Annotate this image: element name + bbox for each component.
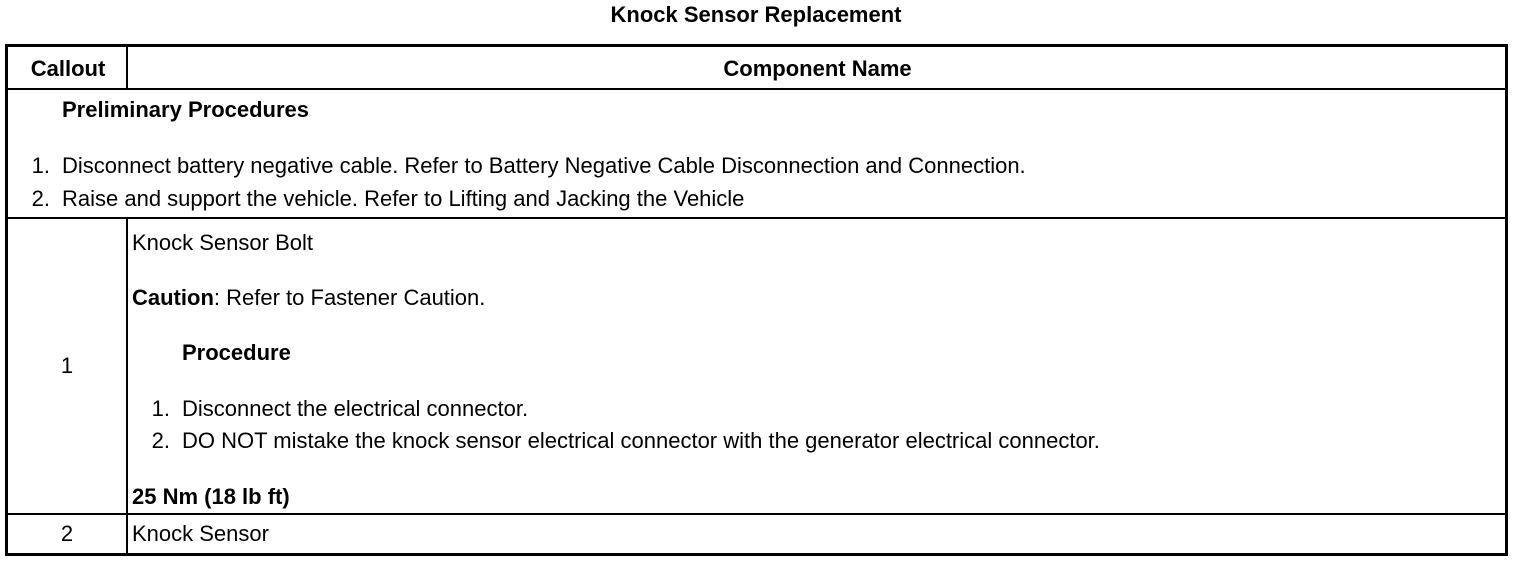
preliminary-step-text: Raise and support the vehicle. Refer to Lifting and Jacking the Vehicle [62,186,745,211]
callout-number: 1 [60,353,74,378]
header-divider [126,47,128,88]
preliminary-step-number: 2. [31,186,50,211]
caution-note [132,285,485,311]
table-row [8,515,1505,553]
header-callout: Callout [30,56,106,81]
caution-label: Caution [132,285,214,310]
procedure-step-number: 1. [151,396,170,421]
torque-spec: 25 Nm (18 lb ft) [132,484,290,509]
page-title: Knock Sensor Replacement [610,2,902,27]
procedure-step-text: DO NOT mistake the knock sensor electrical connector with the generator electrical connector. [182,428,1100,453]
caution-separator: : [213,285,221,310]
procedure-heading: Procedure [182,340,291,365]
header-component-name: Component Name [723,56,912,81]
preliminary-heading: Preliminary Procedures [62,97,310,122]
component-name: Knock Sensor [132,521,269,546]
component-name: Knock Sensor Bolt [132,230,313,255]
preliminary-step-text: Disconnect battery negative cable. Refer to Battery Negative Cable Disconnection and Connection. [62,153,1026,178]
table-row [8,219,1505,513]
procedure-step-text: Disconnect the electrical connector. [182,396,529,421]
preliminary-procedures-row [8,90,1505,218]
component-table [5,44,1508,556]
callout-number: 2 [60,521,74,546]
caution-text: Refer to Fastener Caution. [226,285,486,310]
procedure-step-number: 2. [151,428,170,453]
preliminary-step-number: 1. [31,153,50,178]
